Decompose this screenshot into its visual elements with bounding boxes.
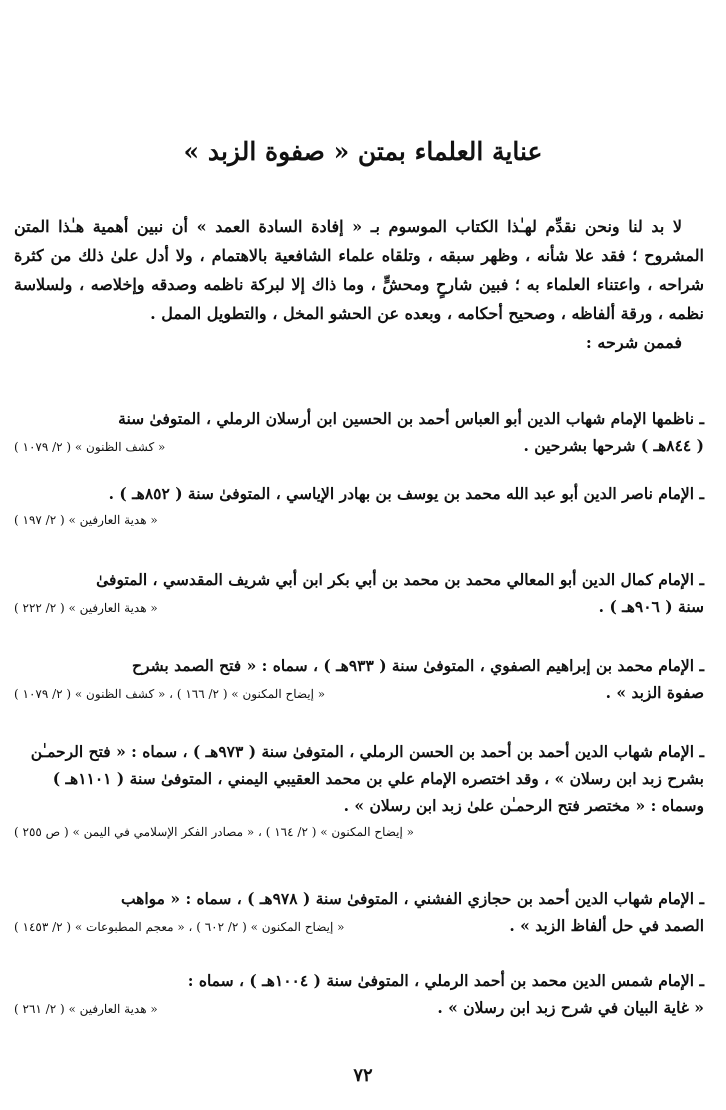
commentators-lead: فممن شرحه : xyxy=(585,333,682,352)
entry-reference: « إيضاح المكنون » ( ٢/ ١٦٦ ) ، « كشف الظنون » ( ٢/ ١٠٧٩ ) xyxy=(14,687,326,701)
entry-last-line: الصمد في حل ألفاظ الزبد » . xyxy=(509,916,704,935)
entry-text: ـ الإمام محمد بن إبراهيم الصفوي ، المتوفىٰ سنة ( ٩٣٣هـ ) ، سماه : « فتح الصمد بشرح xyxy=(132,656,704,675)
entry-reference: « إيضاح المكنون » ( ٢/ ١٦٤ ) ، « مصادر الفكر الإسلامي في اليمن » ( ص ٢٥٥ ) xyxy=(14,825,414,839)
commentary-entry xyxy=(14,566,704,622)
entry-reference: « هدية العارفين » ( ٢/ ١٩٧ ) xyxy=(14,513,158,527)
entry-text: ـ الإمام شهاب الدين أحمد بن أحمد بن الحسن الرملي ، المتوفىٰ سنة ( ٩٧٣هـ ) ، سماه : « فتح الرحمـٰن بشرح زبد ابن رسلان » ، وقد اختصره الإمام علي بن محمد العقيبي اليمني ، المتوفىٰ سنة ( ١١٠١هـ ) وسماه : « مختصر فتح الرحمـٰن علىٰ زبد ابن رسلان » . xyxy=(30,742,704,815)
intro-paragraph: لا بد لنا ونحن نقدِّم لهـٰذا الكتاب الموسوم بـ « إفادة السادة العمد » أن نبين أهمية هـٰذا المتن المشروح ؛ فقد علا شأنه ، وظهر سبقه ، وتلقاه علماء الشافعية بالاهتمام ، ولا أدل علىٰ ذلك من كثرة شراحه ، واعتناء العلماء به ؛ فبين شارحٍ ومحشٍّ ، وما ذاك إلا لبركة ناظمه وصدقه وإخلاصه ، ولسلاسة نظمه ، ورقة ألفاظه ، وصحيح أحكامه ، وبعده عن الحشو المخل ، والتطويل الممل . xyxy=(14,217,704,323)
entry-reference: « إيضاح المكنون » ( ٢/ ٦٠٢ ) ، « معجم المطبوعات » ( ٢/ ١٤٥٣ ) xyxy=(14,920,345,934)
page-title: عناية العلماء بمتن « صفوة الزبد » xyxy=(183,137,543,166)
commentary-entry xyxy=(14,885,704,941)
page-number: ٧٢ xyxy=(353,1065,373,1086)
entry-text: ـ الإمام شمس الدين محمد بن أحمد الرملي ، المتوفىٰ سنة ( ١٠٠٤هـ ) ، سماه : xyxy=(187,971,704,990)
entry-reference: « هدية العارفين » ( ٢/ ٢٢٢ ) xyxy=(14,601,158,615)
entry-text: ـ الإمام شهاب الدين أحمد بن حجازي الفشني ، المتوفىٰ سنة ( ٩٧٨هـ ) ، سماه : « مواهب xyxy=(120,889,704,908)
commentary-entry xyxy=(14,405,704,461)
commentary-entry xyxy=(14,480,704,534)
entry-reference: « كشف الظنون » ( ٢/ ١٠٧٩ ) xyxy=(14,440,166,454)
entry-last-line: سنة ( ٩٠٦هـ ) . xyxy=(598,597,704,616)
entry-text: ـ ناظمها الإمام شهاب الدين أبو العباس أحمد بن الحسين ابن أرسلان الرملي ، المتوفىٰ سنة xyxy=(118,409,704,428)
intro-section xyxy=(14,212,704,357)
commentary-entry xyxy=(14,652,704,708)
entry-last-line: ـ الإمام ناصر الدين أبو عبد الله محمد بن يوسف بن بهادر الإياسي ، المتوفىٰ سنة ( ٨٥٢هـ ) . xyxy=(108,484,704,503)
entry-last-line: « غاية البيان في شرح زبد ابن رسلان » . xyxy=(437,998,704,1017)
commentary-entry xyxy=(14,738,704,846)
commentary-entry xyxy=(14,967,704,1023)
entry-reference: « هدية العارفين » ( ٢/ ٢٦١ ) xyxy=(14,1002,158,1016)
entry-text: ـ الإمام كمال الدين أبو المعالي محمد بن محمد بن أبي بكر ابن أبي شريف المقدسي ، المتوفىٰ xyxy=(96,570,704,589)
entry-last-line: صفوة الزبد » . xyxy=(605,683,704,702)
entry-last-line: ( ٨٤٤هـ ) شرحها بشرحين . xyxy=(523,436,704,455)
